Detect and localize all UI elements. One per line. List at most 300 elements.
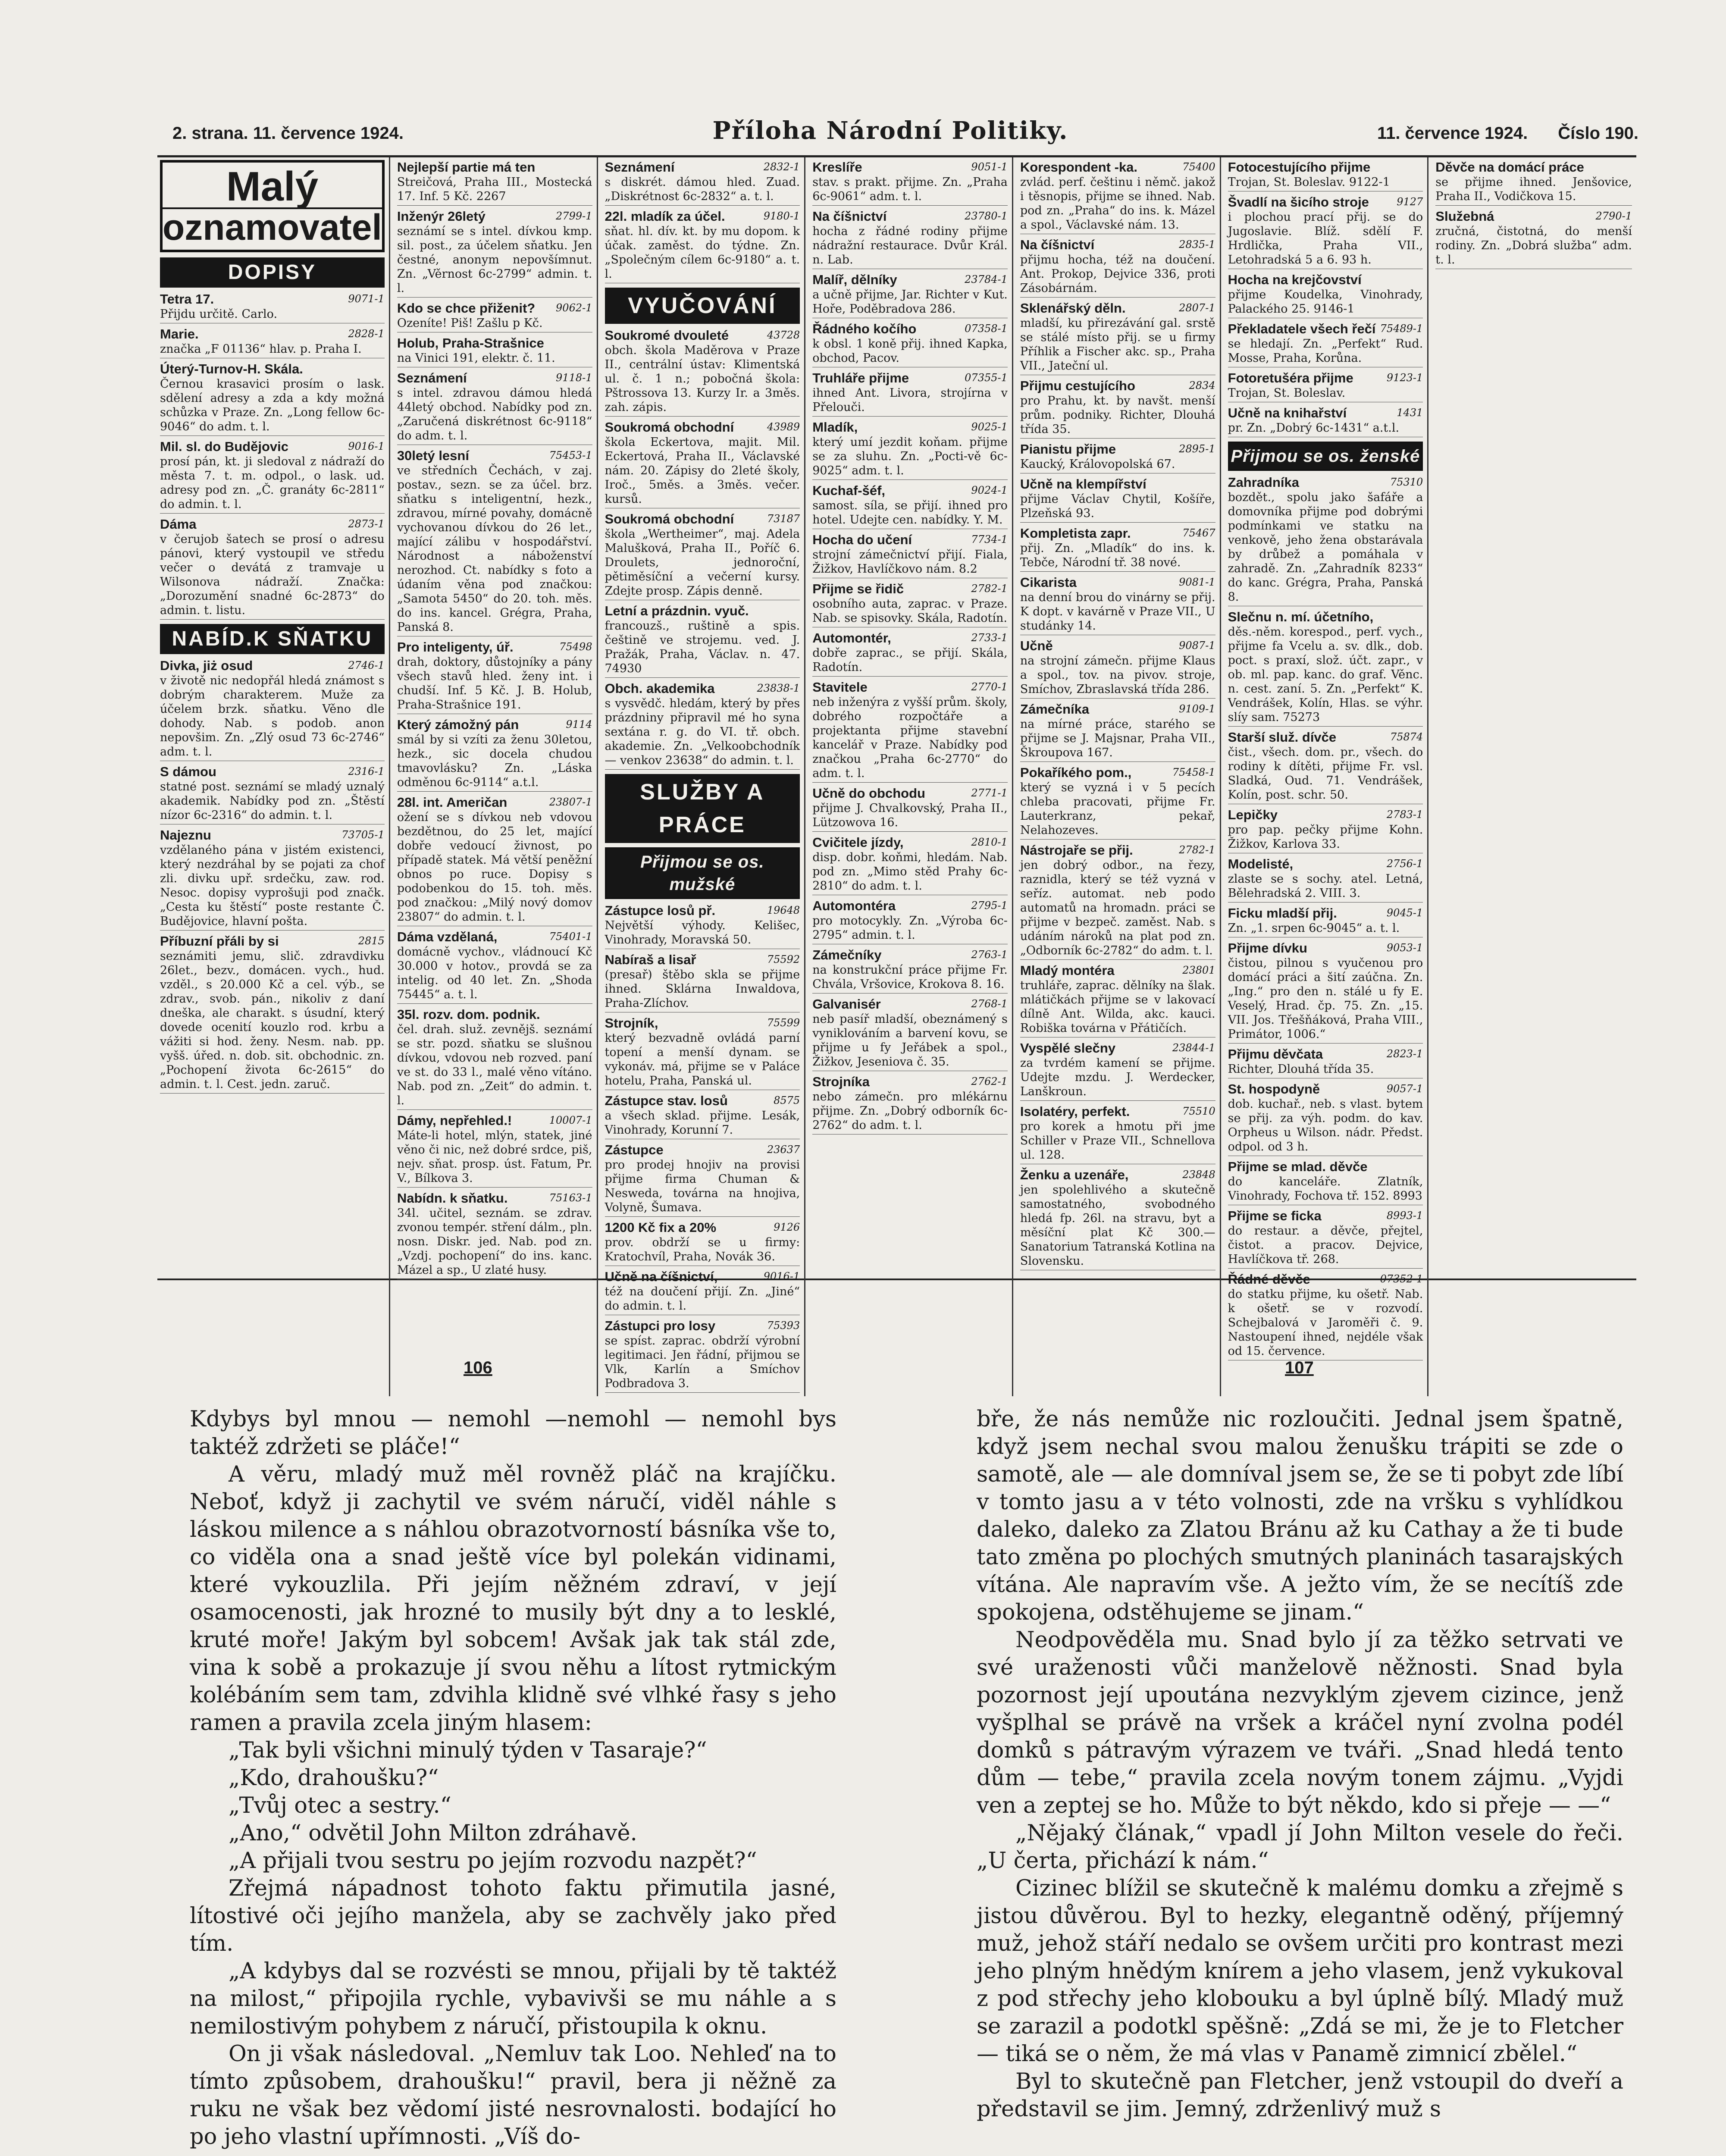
section-sluzby-a-prace: SLUŽBY A PRÁCE — [605, 774, 800, 843]
classified-ad — [1020, 301, 1215, 375]
classified-ad — [605, 681, 800, 770]
ad-body: na konstrukční práce přijme Fr. Chvála, Vršovice, Krokova 8. 16. — [812, 963, 1008, 991]
ad-heading — [1228, 273, 1423, 288]
ad-list — [160, 658, 385, 1094]
classified-ad — [1228, 941, 1423, 1044]
ad-list — [1228, 475, 1423, 1360]
ad-title: Holub, Praha-Strašnice — [397, 335, 544, 351]
ad-heading — [605, 328, 800, 343]
ad-heading — [812, 420, 1008, 435]
ad-body: prov. obdrží se u firmy: Kratochvíl, Praha, Novák 36. — [605, 1236, 800, 1263]
story-paragraph: „Nějaký člának,“ vpadl jí John Milton vesele do řeči. „U čerta, přichází k nám.“ — [977, 1821, 1623, 1874]
ad-heading — [605, 1319, 800, 1334]
ad-title: Letní a prázdnin. vyuč. — [605, 603, 749, 618]
story-paragraph: On ji však následoval. „Nemluv tak Loo. Nehleď na to tímto způsobem, drahoušku!“ pravil, bera ji něžně za ruku ne však bez vědomí jisté nesrovnalosti. bodající ho po jeho vlastní upřímnosti. „Víš do- — [190, 2041, 836, 2150]
classified-ad — [1020, 379, 1215, 439]
ad-number: 2834 — [1189, 379, 1215, 392]
ad-title: 22l. mladík za účel. — [605, 209, 725, 224]
ad-number: 9123-1 — [1386, 372, 1423, 384]
classified-ad — [1020, 1168, 1215, 1270]
section-vyucovani: VYUČOVÁNÍ — [605, 288, 800, 324]
classified-ad — [812, 420, 1008, 480]
ad-heading — [397, 930, 592, 945]
ad-number: 75458-1 — [1172, 766, 1215, 778]
ad-heading — [397, 1113, 592, 1128]
ad-heading — [605, 209, 800, 224]
ad-title: Hocha do učení — [812, 532, 912, 547]
ad-body: přijme J. Chvalkovský, Praha II., Lützowova 16. — [812, 802, 1008, 829]
ad-title: Dámy, nepřehled.! — [397, 1113, 512, 1128]
ad-title: Zahradníka — [1228, 475, 1299, 490]
ad-number: 2815 — [358, 935, 385, 947]
ad-number: 9045-1 — [1386, 907, 1423, 919]
ad-body: který se vyzná i v 5 pecích chleba pracovati, přijme Fr. Lauterkranz, pekař, Nelahozeves. — [1020, 781, 1215, 837]
classified-ad — [397, 371, 592, 445]
classified-ad — [397, 301, 592, 332]
ad-body: bozdět., spolu jako šafáře a domovníka přijme pod dobrými podmínkami ve statku na venkově, jeho žena obstarávala by drůbež a pomáhala v zahradě. Zn. „Zahradník 8233“ do kanc. Grégra, Praha, Panská 8. — [1228, 491, 1423, 604]
story-paragraph: „Tak byli všichni minulý týden v Tasaraje?“ — [229, 1738, 707, 1763]
classified-ad — [812, 948, 1008, 993]
ad-body: a všech sklad. přijme. Lesák, Vinohrady, Korunní 7. — [605, 1109, 800, 1137]
ad-title: Soukromé dvouleté — [605, 328, 729, 343]
ad-heading — [1020, 160, 1215, 175]
ad-title: Strojník, — [605, 1015, 658, 1031]
classified-ad — [160, 439, 385, 514]
ad-number: 8575 — [774, 1094, 800, 1106]
classified-ad — [1020, 442, 1215, 473]
ad-body: osobního auta, zaprac. v Praze. Nab. se spisovky. Skála, Radotín. — [812, 597, 1008, 625]
ad-title: Lepičky — [1228, 807, 1278, 822]
ad-number: 9127 — [1397, 196, 1423, 208]
ad-number: 2807-1 — [1179, 302, 1215, 314]
ad-heading — [1020, 238, 1215, 253]
ad-number: 75592 — [767, 953, 800, 965]
ad-list — [812, 160, 1008, 1134]
section-nabidky-snatku: NABÍD.K SŇATKU — [160, 624, 385, 654]
classified-ad — [1020, 526, 1215, 572]
ads-column-5 — [1018, 157, 1221, 1396]
story-paragraph: „A přijali tvou sestru po jejím rozvodu nazpět?“ — [229, 1848, 757, 1874]
ad-number: 75510 — [1182, 1105, 1215, 1117]
ad-heading — [1228, 1047, 1423, 1062]
ad-heading — [1020, 1104, 1215, 1119]
ad-heading — [1020, 477, 1215, 492]
ad-body: na denní brou do vinárny se přij. K dopt. v kavárně v Praze VII., U studánky 14. — [1020, 591, 1215, 633]
ad-body: mladší, ku přirezávání gal. srstě se stálé místo přij. se u firmy Příhlik a Fischer akc. sp., Praha VII., Jateční ul. — [1020, 317, 1215, 373]
classified-ad — [1020, 1104, 1215, 1164]
ad-number: 2316-1 — [348, 765, 385, 777]
classified-ad — [1228, 857, 1423, 903]
ad-body: Největší výhody. Kelišec, Vinohrady, Moravská 50. — [605, 919, 800, 946]
ad-number: 9071-1 — [348, 293, 385, 305]
ad-title: Přijmu cestujícího — [1020, 378, 1135, 393]
ad-heading — [812, 209, 1008, 224]
ad-body: neb inženýra z vyšší prům. školy, dobrého rozpočtáře a projektanta přijme stavební kancelář v Praze. Nabídky pod značkou „Praha 6c-2770“ do adm. t. l. — [812, 696, 1008, 780]
ad-body: ihned Ant. Livora, strojírna v Přelouči. — [812, 386, 1008, 414]
classified-ad — [812, 209, 1008, 269]
ad-title: Řádného kočího — [812, 321, 917, 336]
classified-ad — [812, 835, 1008, 895]
classified-ad — [397, 1007, 592, 1110]
ad-number: 2790-1 — [1595, 210, 1632, 222]
ad-title: Divka, jiż osud — [160, 658, 253, 673]
classified-ad — [1020, 160, 1215, 234]
ad-heading — [397, 1191, 592, 1206]
ad-list — [605, 903, 800, 1393]
ad-title: Najeznu — [160, 827, 211, 843]
ad-heading — [160, 327, 385, 342]
ad-body: zvlád. perf. češtinu i němč. jakož i těsnopis, přijme se ihned. Nab. pod zn. „Praha“ do ins. k. Mázel a spol., Václavské nám. 13. — [1020, 175, 1215, 232]
ad-heading — [1020, 301, 1215, 316]
ad-number: 23838-1 — [757, 682, 800, 694]
ad-body: pro pap. pečky přijme Kohn. Žižkov, Karlova 33. — [1228, 823, 1423, 851]
section-muzske: Přijmou se os. mužské — [605, 847, 800, 899]
ad-body: stav. s prakt. přijme. Zn. „Praha 6c-9061“ adm. t. l. — [812, 175, 1008, 203]
section-dopisy: DOPISY — [160, 257, 385, 288]
ad-title: Seznámení — [605, 160, 675, 175]
ad-title: Pokaříkého pom., — [1020, 765, 1132, 780]
ad-heading — [397, 301, 592, 316]
ad-body: domácně vychov., vládnoucí Kč 30.000 v hotov., provdá se za intelig. od 40 let. Zn. „Shoda 75445“ a. t. l. — [397, 945, 592, 1001]
ad-number: 75453-1 — [549, 449, 592, 461]
ad-heading — [160, 934, 385, 949]
ad-number: 2768-1 — [971, 998, 1008, 1010]
classified-ad — [1020, 238, 1215, 298]
ad-title: Cikarista — [1020, 575, 1077, 590]
ad-heading — [1020, 765, 1215, 780]
ad-heading — [397, 640, 592, 655]
ad-title: Řádné děvče — [1228, 1272, 1310, 1287]
ad-number: 9081-1 — [1179, 576, 1215, 588]
ad-number: 07355-1 — [965, 372, 1008, 384]
ad-title: Fotoretušéra přijme — [1228, 370, 1353, 385]
ad-number: 2783-1 — [1386, 808, 1423, 821]
ad-title: Kdo se chce přiženit? — [397, 301, 536, 316]
ad-list — [1228, 160, 1423, 437]
ad-heading — [812, 483, 1008, 498]
ad-number: 75401-1 — [549, 931, 592, 943]
ad-heading — [605, 1094, 800, 1109]
classified-ad — [1435, 160, 1632, 206]
classified-ad — [1020, 765, 1215, 840]
ad-number: 8993-1 — [1386, 1210, 1423, 1222]
ad-title: Pianistu přijme — [1020, 442, 1116, 457]
classified-ad — [397, 160, 592, 206]
ad-body: dobře zaprac., se přijí. Skála, Radotín. — [812, 646, 1008, 674]
ad-number: 2782-1 — [971, 583, 1008, 595]
ad-heading — [1228, 475, 1423, 490]
ad-heading — [1228, 195, 1423, 210]
classified-ad — [1228, 808, 1423, 853]
ad-number: 2756-1 — [1386, 858, 1423, 870]
classified-ad — [1228, 371, 1423, 402]
ad-body: nebo zámečn. pro mlékárnu přijme. Zn. „Dobrý odborník 6c-2762“ do adm. t. l. — [812, 1090, 1008, 1132]
classified-ad — [1020, 639, 1215, 699]
ad-heading — [160, 658, 385, 674]
ad-heading — [812, 899, 1008, 914]
header-left: 2. strana. 11. července 1924. — [172, 124, 404, 143]
ad-title: Nabíraš a lisař — [605, 952, 696, 967]
ad-heading — [397, 795, 592, 810]
ad-number: 23807-1 — [549, 796, 592, 808]
ad-title: Nejlepší partie má ten — [397, 160, 536, 175]
ad-heading — [1020, 526, 1215, 541]
ad-title: Zámečníky — [812, 947, 882, 962]
ad-title: Učně do obchodu — [812, 786, 925, 801]
page-header — [172, 116, 1638, 151]
ad-title: Přijme dívku — [1228, 940, 1307, 956]
ad-body: pro korek a hmotu při jme Schiller v Praze VII., Schnellova ul. 128. — [1020, 1120, 1215, 1162]
ad-body: též na doučení přijí. Zn. „Jiné“ do admin. t. l. — [605, 1285, 800, 1313]
classified-ad — [1228, 1272, 1423, 1360]
classified-ad — [812, 582, 1008, 627]
ad-heading — [605, 420, 800, 435]
classified-ad — [812, 631, 1008, 677]
ad-heading — [812, 533, 1008, 548]
ad-number: 9109-1 — [1179, 703, 1215, 715]
ad-heading — [160, 362, 385, 377]
ad-body: k obsl. 1 koně přij. ihned Kapka, obchod, Pacov. — [812, 337, 1008, 365]
ad-heading — [160, 828, 385, 843]
ad-heading — [1020, 702, 1215, 717]
ad-heading — [812, 371, 1008, 386]
maly-oznamovatel-logo — [160, 160, 385, 252]
classified-ad — [1020, 477, 1215, 523]
ad-title: Slečnu n. mí. účetního, — [1228, 609, 1374, 624]
ad-heading — [397, 371, 592, 386]
ad-title: Mil. sl. do Budějovic — [160, 439, 288, 454]
ad-heading — [397, 1007, 592, 1022]
ad-title: Zástupci pro losy — [605, 1318, 716, 1333]
ad-title: Galvanisér — [812, 997, 881, 1012]
ad-body: samost. síla, se přijí. ihned pro hotel. Udejte cen. nabídky. Y. M. — [812, 499, 1008, 526]
ad-body: za tvrdém kamení se přijme. Udejte mzdu. J. Werdecker, Lanškroun. — [1020, 1056, 1215, 1098]
ad-title: Služebná — [1435, 209, 1494, 224]
ad-body: zlaste se s sochy. atel. Letná, Bělehradská 2. VIII. 3. — [1228, 872, 1423, 900]
ad-title: Sklenářský děln. — [1020, 301, 1126, 316]
ad-heading — [160, 765, 385, 780]
ad-heading — [812, 631, 1008, 646]
ad-title: 35l. rozv. dom. podnik. — [397, 1007, 540, 1022]
ad-number: 23780-1 — [965, 210, 1008, 222]
ad-body: Kaucký, Královopolská 67. — [1020, 458, 1175, 471]
header-masthead: Příloha Národní Politiky. — [712, 116, 1068, 145]
ad-body: neb pasíř mladší, obeznámený s vyniklováním a barvení kovu, se přijme u fy Jeřábek a spol., Žižkov, Jeseniova č. 35. — [812, 1012, 1008, 1069]
ad-title: Zástupce — [605, 1142, 664, 1157]
classified-ad — [160, 934, 385, 1094]
ad-body: přijme Koudelka, Vinohrady, Palackého 25. 9146-1 — [1228, 288, 1423, 316]
ad-body: se přijme ihned. Jenšovice, Praha II., Vodičkova 15. — [1435, 175, 1632, 203]
ad-title: Který zámožný pán — [397, 717, 519, 732]
ad-title: Úterý-Turnov-H. Skála. — [160, 361, 303, 376]
ad-title: Cvičitele jízdy, — [812, 835, 904, 850]
ad-heading — [1228, 906, 1423, 921]
classified-ad — [605, 1269, 800, 1315]
ad-number: 43728 — [767, 329, 800, 341]
ads-column-2 — [395, 157, 598, 1396]
ad-body: Ozeníte! Piš! Zašlu p Kč. — [397, 317, 543, 330]
ad-heading — [812, 582, 1008, 597]
classified-ad — [812, 786, 1008, 832]
ad-heading — [1228, 371, 1423, 386]
ad-number: 9057-1 — [1386, 1083, 1423, 1095]
ad-heading — [1020, 1041, 1215, 1056]
ad-body: čel. drah. služ. zevnějš. seznámí se str. pozd. sňatku se slušnou dívkou, vdovou neb rozved. paní ve st. do 33 l., malé věno vítáno. Nab. pod zn. „Zeit“ do admin. t. l. — [397, 1023, 592, 1107]
section-zenske: Přijmou se os. ženské — [1228, 442, 1423, 471]
ad-body: smál by si vzíti za ženu 30letou, hezk., sic docela chudou tmavovlásku? Zn. „Láska odměnou 6c-9114“ a.t.l. — [397, 733, 592, 789]
ad-heading — [605, 953, 800, 968]
ad-heading — [397, 718, 592, 733]
ad-heading — [812, 997, 1008, 1012]
ad-body: i plochou prací přij. se do Jugoslavie. Blíž. sdělí F. Hrdlička, Praha VII., Letohradská 5 a 6. 93 h. — [1228, 210, 1423, 266]
ad-number: 2746-1 — [348, 659, 385, 671]
ad-body: s vysvědč. hledám, který by přes prázdniny připravil mé ho syna sextána r. g. do VI. tř. obch. akademie. Zn. „Velkoobchodník — venkov 23638“ do admin. t. l. — [605, 697, 800, 767]
ads-column-6 — [1225, 157, 1429, 1396]
classified-ad — [1228, 195, 1423, 269]
header-right — [1377, 124, 1638, 143]
ad-number: 2895-1 — [1179, 443, 1215, 455]
ad-title: Kuchaf-šéf, — [812, 483, 886, 498]
ad-number: 73705-1 — [341, 829, 385, 841]
ad-title: Truhláře přijme — [812, 370, 909, 385]
classified-ad — [812, 371, 1008, 417]
ad-number: 9016-1 — [763, 1270, 800, 1282]
ad-title: Přijme se řidič — [812, 581, 904, 596]
ad-number: 2810-1 — [971, 836, 1008, 848]
ad-heading — [812, 160, 1008, 175]
classified-ad — [397, 448, 592, 636]
classified-ad — [812, 899, 1008, 944]
ad-title: Obch. akademika — [605, 681, 715, 696]
ad-list — [605, 328, 800, 770]
ad-body: Přijdu určitě. Carlo. — [160, 307, 278, 321]
ad-body: který umí jezdit koňam. přijme se za sluhu. Zn. „Pocti-vě 6c-9025“ adm. t. l. — [812, 436, 1008, 477]
ad-body: Zn. „1. srpen 6c-9045“ a. t. l. — [1228, 921, 1400, 935]
ad-heading — [1228, 1272, 1423, 1287]
story-paragraph: „Tvůj otec a sestry.“ — [229, 1793, 451, 1818]
classified-ad — [1228, 322, 1423, 367]
ad-number: 9087-1 — [1179, 639, 1215, 652]
ad-number: 9025-1 — [971, 421, 1008, 433]
ad-body: na strojní zámečn. přijme Klaus a spol., tov. na pivov. stroje, Smíchov, Zbraslavská třída 286. — [1020, 654, 1215, 696]
ad-heading — [1435, 209, 1632, 224]
ads-column-1 — [157, 157, 390, 1396]
ad-title: 30letý lesní — [397, 448, 469, 463]
ad-number: 23784-1 — [965, 273, 1008, 285]
ad-title: Kreslíře — [812, 160, 862, 175]
ad-body: do statku přijme, ku ošetř. Nab. k ošetř. se v rozvodí. Schejbalová v Jaroměři č. 9. Nastoupení ihned, nejdéle však od 15. července. — [1228, 1288, 1423, 1358]
ad-body: pro motocykly. Zn. „Výroba 6c-2795“ admin. t. l. — [812, 914, 1008, 942]
ad-body: strojní zámečnictví přijí. Fiala, Žižkov, Havlíčkovo nám. 8.2 — [812, 548, 1008, 576]
ad-list — [1435, 160, 1632, 269]
story-paragraph: A věru, mladý muž měl rovněž pláč na krajíčku. Neboť, když ji zachytil ve svém náručí, viděl náhle s láskou milence a s náhlou obrazotvorností básníka vše to, co viděla ona a snad ještě více byl polekán vidinami, které vykouzlila. Při jejím něžném zdraví, v její osamocenosti, jak hrozné to musily být dny a to lesklé, kruté moře! Jakým byl sobcem! Avšak jak tak stál zde, vina k sobě a prokazuje jí svou něhu a lítost rytmickým kolébáním sem tam, zdvihla klidně své vlhké řasy s jeho ramen a pravila zcela jiným hlasem: — [190, 1462, 836, 1736]
ad-title: 1200 Kč fix a 20% — [605, 1220, 717, 1235]
ad-heading — [1228, 406, 1423, 421]
ad-number: 75498 — [559, 641, 592, 653]
ad-title: Marie. — [160, 326, 199, 342]
ad-heading — [1020, 1168, 1215, 1183]
ad-title: Seznámení — [397, 370, 467, 385]
ad-number: 9126 — [774, 1221, 800, 1233]
classified-ad — [160, 292, 385, 323]
classified-ad — [812, 160, 1008, 206]
ad-title: Zámečníka — [1020, 702, 1090, 717]
ad-heading — [1435, 160, 1632, 175]
ad-title: Překladatele všech řečí — [1228, 321, 1376, 336]
ad-body: s diskrét. dámou hled. Zuad. „Diskrétnost 6c-2832“ a. t. l. — [605, 175, 800, 203]
story-paragraph: bře, že nás nemůže nic rozloučiti. Jednal jsem špatně, když jsem nechal svou malou ženušku trápiti se zde o samotě, ale — ale domníval jsem se, že se ti pobyt zde líbí v tomto jasu a v této volnosti, zde na vršku s vyhlídkou daleko, daleko za Zlatou Bránu až ku Cathay a že ti bude tato změna po plochých smutných planinách tasarajských vítána. Ale napravím vše. A ježto vím, že se necítíš zde spokojena, odstěhujeme se jinam.“ — [977, 1407, 1623, 1625]
ad-title: Učně na knihařství — [1228, 405, 1347, 420]
ad-body: Richter, Dlouhá třída 35. — [1228, 1062, 1374, 1076]
ad-heading — [605, 903, 800, 918]
ad-title: St. hospodyně — [1228, 1081, 1320, 1097]
classified-ad — [1020, 843, 1215, 960]
ad-heading — [812, 273, 1008, 288]
ad-heading — [1228, 610, 1423, 625]
ad-body: s intel. zdravou dámou hledá 44letý obchod. Nabídky pod zn. „Zaručená diskrétnost 6c-9118“ do adm. t. l. — [397, 386, 592, 442]
ad-heading — [812, 835, 1008, 850]
ad-number: 75489-1 — [1380, 323, 1423, 335]
ad-heading — [397, 336, 592, 351]
ad-number: 2873-1 — [348, 518, 385, 530]
ad-heading — [1228, 730, 1423, 745]
classified-ad — [1228, 610, 1423, 727]
classified-ad — [605, 1319, 800, 1393]
classified-ad — [1228, 475, 1423, 606]
classified-ad — [605, 1220, 800, 1266]
ad-title: Starší služ. dívče — [1228, 730, 1337, 745]
classified-ad — [605, 1094, 800, 1139]
ad-title: Strojníka — [812, 1074, 870, 1089]
ad-title: Na číšnictví — [812, 209, 887, 224]
ad-heading — [1228, 160, 1423, 175]
story-paragraph: Kdybys byl mnou — nemohl —nemohl — nemohl bys taktéž zdržeti se pláče!“ — [190, 1407, 836, 1460]
ad-heading — [605, 681, 800, 696]
ad-body: pr. Zn. „Dobrý 6c-1431“ a.t.l. — [1228, 421, 1400, 435]
ad-heading — [605, 604, 800, 619]
ad-heading — [1020, 379, 1215, 394]
ad-heading — [605, 1220, 800, 1235]
ad-heading — [605, 1269, 800, 1285]
ad-title: Tetra 17. — [160, 291, 214, 307]
ad-title: Na číšnictví — [1020, 237, 1095, 252]
ad-body: prosí pán, kt. ji sledoval z nádraží do města 7. t. m. odpol., o lask. ud. adresy pod zn. „Č. granáty 6c-2811“ do admin. t. l. — [160, 455, 385, 511]
classified-ad — [605, 512, 800, 600]
ad-body: čist., všech. dom. pr., všech. do rodiny k dítěti, přijme Fr. vsl. Sladká, Oud. 71. Vendrášek, Kolín, post. schr. 50. — [1228, 746, 1423, 802]
ad-body: na Vinici 191, elektr. č. 11. — [397, 351, 555, 365]
ad-number: 75874 — [1390, 731, 1423, 743]
classified-ad — [605, 604, 800, 678]
ad-title: Zástupce stav. losů — [605, 1093, 728, 1108]
ad-title: Zástupce losů př. — [605, 903, 716, 918]
ad-heading — [397, 160, 592, 175]
classified-ad — [812, 680, 1008, 783]
ad-number: 2782-1 — [1179, 844, 1215, 856]
ad-number: 9180-1 — [763, 210, 800, 222]
ad-title: Stavitele — [812, 680, 868, 695]
classified-ad — [1020, 702, 1215, 762]
story-paragraph: Byl to skutečně pan Fletcher, jenž vstoupil do dveří a představil se jim. Jemný, zdrženlivý muž s — [977, 2069, 1623, 2122]
ad-body: statné post. seznámí se mladý uznalý akademik. Nabídky pod zn. „Štěstí nízor 6c-2316“ do admin. t. l. — [160, 780, 385, 822]
classified-ad — [397, 640, 592, 714]
classified-ad — [397, 718, 592, 792]
classified-ad — [605, 953, 800, 1012]
ad-title: Automontéra — [812, 898, 896, 913]
ad-number: 75163-1 — [549, 1192, 592, 1204]
classified-ad — [397, 336, 592, 367]
ad-heading — [812, 680, 1008, 695]
classified-ad — [812, 322, 1008, 367]
